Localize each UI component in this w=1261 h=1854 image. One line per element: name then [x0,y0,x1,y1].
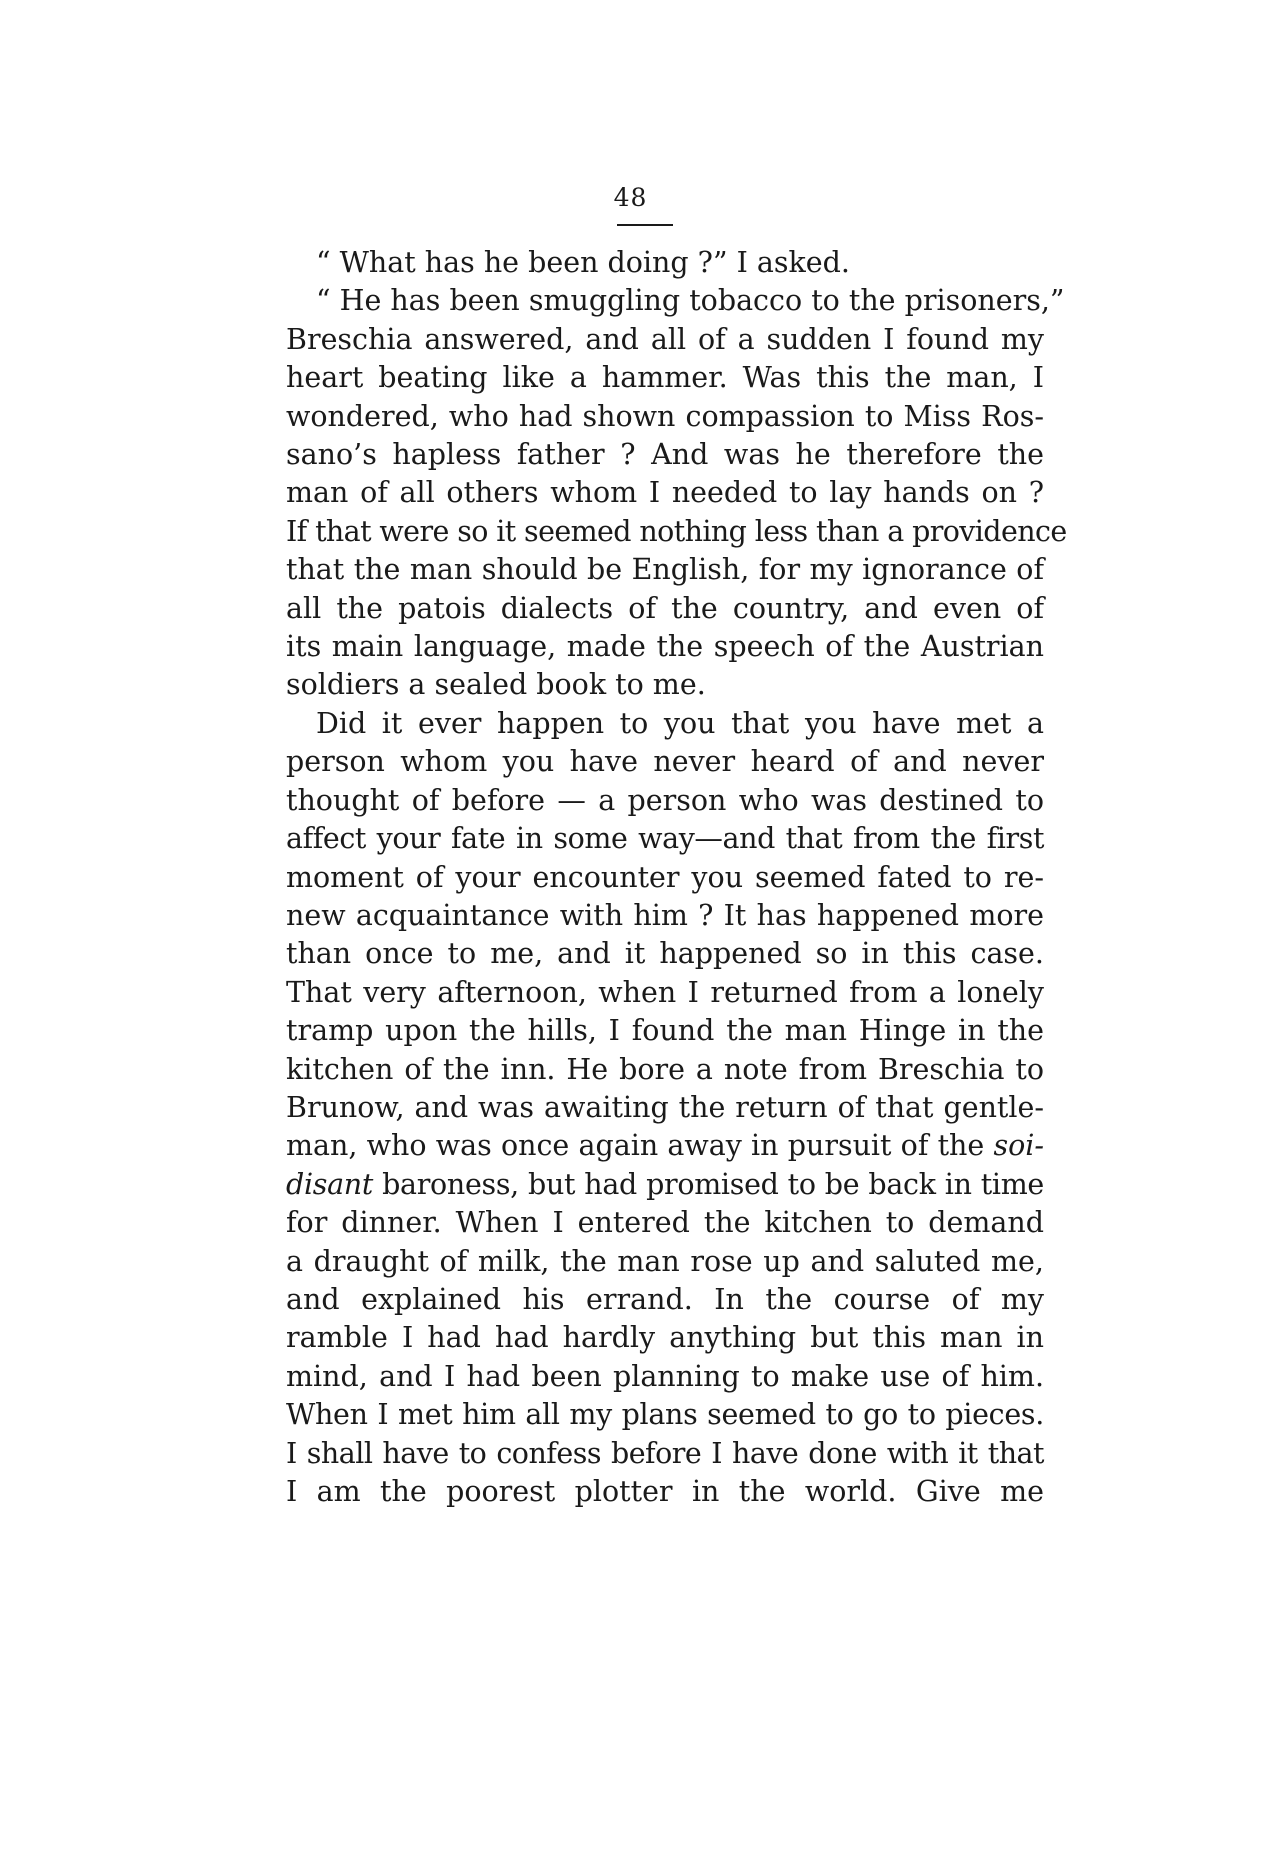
paragraph-2 [286,282,1067,704]
text-line: its main language, made the speech of the Austrian [286,630,1044,664]
text-line: sano’s hapless father ? And was he therefore the [286,438,1044,472]
text-line: soldiers a sealed book to me. [286,668,706,702]
text-line: than once to me, and it happened so in this case. [286,937,1044,971]
text-line: and explained his errand. In the course of my [286,1282,1044,1316]
text-line: person whom you have never heard of and never [286,745,1044,779]
text-line: Breschia answered, and all of a sudden I found my [286,322,1044,356]
page-number: 48 [613,183,648,212]
paragraph-1 [286,244,1044,282]
text-line: “ What has he been doing ?” I asked. [316,246,850,279]
text-line: all the patois dialects of the country, and even of [286,591,1044,625]
text-line: tramp upon the hills, I found the man Hinge in the [286,1014,1044,1048]
text-line: man, who was once again away in pursuit of the soi- [286,1129,1044,1163]
text-line: I am the poorest plotter in the world. Give me [286,1475,1044,1508]
page-number-rule [617,224,673,226]
text-line: I shall have to confess before I have done with it that [286,1436,1044,1470]
text-line: “ He has been smuggling tobacco to the prisoners,” [316,284,1065,318]
text-line: Did it ever happen to you that you have met a [316,706,1044,740]
text-line: moment of your encounter you seemed fated to re- [286,860,1044,894]
text-line: If that were so it seemed nothing less than a providence [286,514,1067,548]
text-line: man of all others whom I needed to lay hands on ? [286,476,1044,510]
paragraph-3 [286,705,1044,1512]
text-line: That very afternoon, when I returned from a lonely [286,975,1044,1009]
text-line: heart beating like a hammer. Was this the man, I [286,361,1044,395]
text-line: affect your fate in some way—and that from the first [286,822,1044,856]
text-line: for dinner. When I entered the kitchen to demand [286,1206,1044,1240]
text-line: that the man should be English, for my ignorance of [286,553,1044,587]
text-line: mind, and I had been planning to make use of him. [286,1359,1044,1393]
text-line: new acquaintance with him ? It has happened more [286,898,1044,932]
text-line: thought of before — a person who was destined to [286,783,1044,817]
text-line: disant baroness, but had promised to be back in time [286,1167,1044,1201]
text-line: wondered, who had shown compassion to Miss Ros- [286,399,1044,433]
text-line: ramble I had had hardly anything but this man in [286,1321,1044,1355]
body-text [286,244,1067,1511]
text-line: Brunow, and was awaiting the return of that gentle- [286,1090,1044,1124]
text-line: a draught of milk, the man rose up and saluted me, [286,1244,1044,1278]
text-line: kitchen of the inn. He bore a note from Breschia to [286,1052,1044,1086]
text-line: When I met him all my plans seemed to go to pieces. [286,1398,1044,1432]
